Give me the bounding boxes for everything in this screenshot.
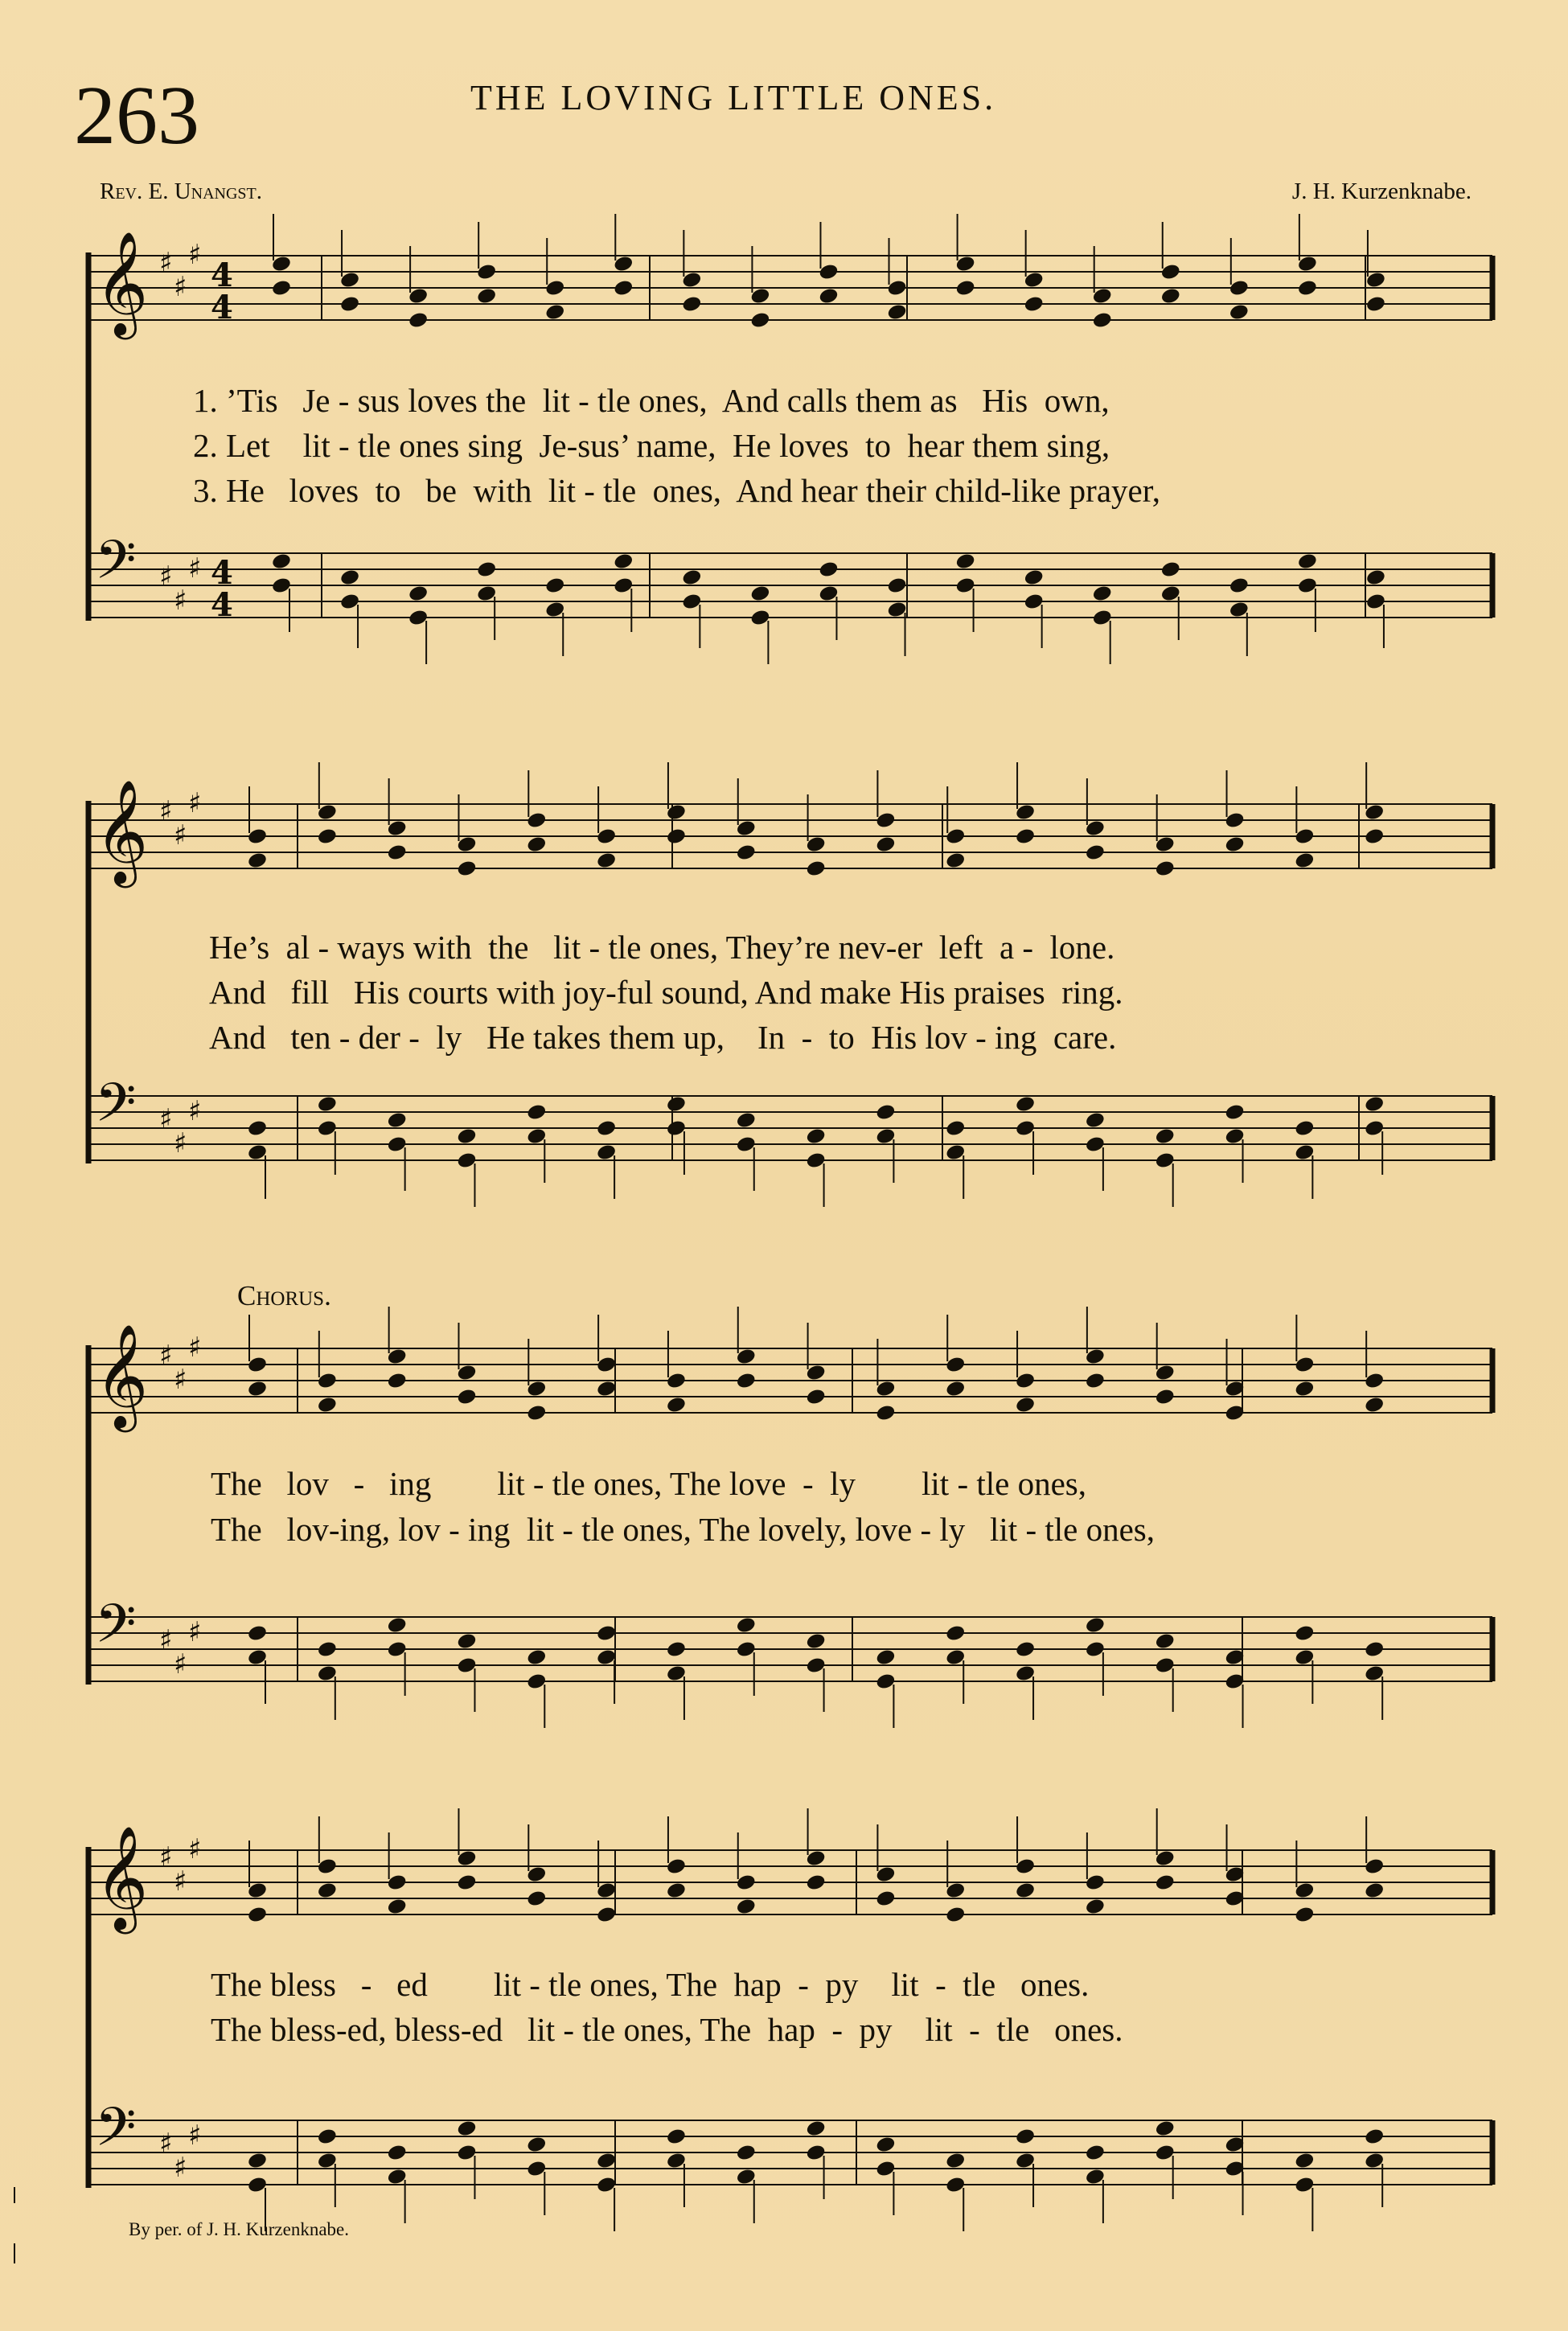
verse-1-line-1: 1. ’Tis Je - sus loves the lit - tle ones, And calls them as His own, [193, 382, 1110, 419]
notehead [271, 552, 292, 571]
permission-note: By per. of J. H. Kurzenknabe. [129, 2219, 350, 2239]
sharp-icon: ♯ [159, 1624, 173, 1656]
clef-icon: 𝄢 [95, 1593, 137, 1668]
notehead [818, 287, 839, 306]
notehead [1294, 1119, 1315, 1138]
notehead [1364, 1882, 1385, 1900]
notehead [1229, 577, 1250, 595]
sharp-icon: ♯ [159, 1103, 173, 1135]
notehead [875, 835, 896, 854]
notehead [544, 303, 565, 322]
sharp-icon: ♯ [159, 1340, 173, 1372]
sharp-icon: ♯ [159, 560, 173, 593]
notehead [1364, 1396, 1385, 1414]
clef-icon: 𝄞 [95, 779, 149, 884]
notehead [476, 287, 497, 306]
notehead [456, 2120, 477, 2138]
notehead [666, 1396, 687, 1414]
notehead [666, 2128, 687, 2146]
clef-icon: 𝄢 [95, 529, 137, 604]
notehead [806, 1388, 827, 1406]
notehead [247, 1380, 268, 1398]
notehead [806, 1873, 827, 1892]
notehead [456, 1127, 477, 1146]
notehead [596, 852, 617, 870]
notehead [526, 1103, 547, 1122]
notehead [1364, 2128, 1385, 2146]
sharp-icon: ♯ [188, 1616, 202, 1648]
notehead [247, 1624, 268, 1643]
notehead [749, 311, 770, 330]
notehead [271, 279, 292, 298]
notehead [945, 1380, 966, 1398]
notehead [1364, 1095, 1385, 1114]
notehead [681, 295, 702, 314]
clef-icon: 𝄞 [95, 231, 149, 335]
verse-2-line-1: 2. Let lit - tle ones sing Je-sus’ name, He loves to hear them sing, [193, 427, 1110, 464]
notehead [317, 1640, 338, 1659]
clef-icon: 𝄞 [95, 1825, 149, 1930]
clef-icon: 𝄢 [95, 2096, 137, 2171]
notehead [387, 1616, 408, 1635]
notehead [456, 1388, 477, 1406]
sharp-icon: ♯ [174, 1865, 187, 1898]
notehead [247, 1906, 268, 1924]
notehead [806, 1127, 827, 1146]
author-credit: Rev. E. Unangst. [100, 179, 263, 204]
notehead [1155, 860, 1176, 878]
notehead [408, 311, 429, 330]
clef-icon: 𝄞 [95, 1323, 149, 1428]
notehead [387, 843, 408, 862]
notehead [806, 1632, 827, 1651]
notehead [596, 1624, 617, 1643]
notehead [1155, 1388, 1176, 1406]
notehead [1229, 303, 1250, 322]
notehead [666, 827, 687, 846]
notehead [1085, 1616, 1106, 1635]
notehead [1364, 1640, 1385, 1659]
notehead [1092, 585, 1113, 603]
notehead [1365, 568, 1386, 587]
notehead [945, 1906, 966, 1924]
notehead [1092, 311, 1113, 330]
notehead [1224, 835, 1245, 854]
sharp-icon: ♯ [159, 795, 173, 827]
verse-1-line-2: He’s al - ways with the lit - tle ones, They’re nev-er left a - lone. [209, 929, 1115, 966]
notehead [1024, 295, 1045, 314]
notehead [247, 852, 268, 870]
notehead [1015, 1882, 1036, 1900]
notehead [875, 1404, 896, 1422]
chorus-line-1-b: The lov-ing, lov - ing lit - tle ones, The lovely, love - ly lit - tle ones, [211, 1511, 1155, 1548]
notehead [736, 843, 757, 862]
notehead [317, 1882, 338, 1900]
notehead [387, 2144, 408, 2162]
notehead [736, 1898, 757, 1916]
notehead [875, 1103, 896, 1122]
notehead [317, 1396, 338, 1414]
notehead [818, 560, 839, 579]
notehead [408, 585, 429, 603]
notehead [596, 1906, 617, 1924]
notehead [945, 1624, 966, 1643]
notehead [945, 1119, 966, 1138]
notehead [736, 1616, 757, 1635]
sharp-icon: ♯ [188, 1332, 202, 1364]
sharp-icon: ♯ [174, 1127, 187, 1159]
sharp-icon: ♯ [188, 2120, 202, 2152]
notehead [1155, 2120, 1176, 2138]
notehead [1024, 568, 1045, 587]
notehead [317, 1095, 338, 1114]
sharp-icon: ♯ [188, 239, 202, 271]
notehead [945, 852, 966, 870]
time-signature-top: 4 [211, 554, 233, 592]
chorus-line-2-a: The bless - ed lit - tle ones, The hap - py lit - tle ones. [211, 1966, 1090, 2003]
notehead [456, 860, 477, 878]
notehead [1160, 560, 1181, 579]
verse-3-line-2: And ten - der - ly He takes them up, In - to His lov - ing care. [209, 1019, 1117, 1056]
notehead [1294, 852, 1315, 870]
notehead [526, 835, 547, 854]
sharp-icon: ♯ [188, 1095, 202, 1127]
sharp-icon: ♯ [174, 1364, 187, 1396]
time-signature-top: 4 [211, 256, 233, 294]
notehead [596, 2152, 617, 2170]
chorus-line-2-b: The bless-ed, bless-ed lit - tle ones, The hap - py lit - tle ones. [211, 2011, 1123, 2048]
sharp-icon: ♯ [174, 585, 187, 617]
notehead [1155, 1873, 1176, 1892]
notehead [456, 1632, 477, 1651]
notehead [1297, 552, 1318, 571]
notehead [1085, 1898, 1106, 1916]
notehead [526, 2136, 547, 2154]
sharp-icon: ♯ [174, 819, 187, 852]
notehead [736, 1111, 757, 1130]
notehead [736, 2144, 757, 2162]
notehead [339, 295, 360, 314]
notehead [1085, 2144, 1106, 2162]
notehead [1085, 1372, 1106, 1390]
notehead [387, 1372, 408, 1390]
notehead [955, 552, 976, 571]
notehead [317, 827, 338, 846]
notehead [736, 1372, 757, 1390]
sharp-icon: ♯ [159, 247, 173, 279]
notehead [317, 2128, 338, 2146]
notehead [1015, 1640, 1036, 1659]
notehead [886, 303, 907, 322]
notehead [526, 1890, 547, 1908]
notehead [526, 1404, 547, 1422]
notehead [1085, 843, 1106, 862]
notehead [1294, 1380, 1315, 1398]
notehead [339, 568, 360, 587]
notehead [875, 2136, 896, 2154]
notehead [875, 1648, 896, 1667]
time-signature-bottom: 4 [211, 289, 233, 326]
notehead [544, 577, 565, 595]
notehead [749, 585, 770, 603]
notehead [1015, 827, 1036, 846]
notehead [666, 1882, 687, 1900]
notehead [596, 1380, 617, 1398]
notehead [806, 860, 827, 878]
chorus-label: Chorus. [237, 1280, 331, 1311]
notehead [1160, 287, 1181, 306]
notehead [1297, 279, 1318, 298]
notehead [875, 1890, 896, 1908]
notehead [1155, 1127, 1176, 1146]
composer-credit: J. H. Kurzenknabe. [1291, 179, 1472, 204]
notehead [1294, 1906, 1315, 1924]
chorus-line-1-a: The lov - ing lit - tle ones, The love - ly lit - tle ones, [211, 1465, 1086, 1502]
notehead [387, 1111, 408, 1130]
notehead [247, 2152, 268, 2170]
notehead [945, 2152, 966, 2170]
sharp-icon: ♯ [159, 1841, 173, 1873]
notehead [666, 1640, 687, 1659]
notehead [1365, 295, 1386, 314]
hymn-number: 263 [74, 69, 199, 162]
sharp-icon: ♯ [159, 2128, 173, 2160]
notehead [681, 568, 702, 587]
notehead [613, 552, 634, 571]
notehead [476, 560, 497, 579]
notehead [1364, 827, 1385, 846]
hymn-title: THE LOVING LITTLE ONES. [470, 78, 997, 117]
notehead [1224, 1103, 1245, 1122]
notehead [1294, 2152, 1315, 2170]
notehead [1015, 1396, 1036, 1414]
clef-icon: 𝄢 [95, 1072, 137, 1147]
verse-3-line-1: 3. He loves to be with lit - tle ones, And hear their child-like prayer, [193, 472, 1160, 509]
sharp-icon: ♯ [188, 552, 202, 585]
notehead [1015, 2128, 1036, 2146]
notehead [247, 1119, 268, 1138]
sharp-icon: ♯ [174, 2152, 187, 2184]
notehead [886, 577, 907, 595]
notehead [387, 1898, 408, 1916]
notehead [596, 1119, 617, 1138]
sharp-icon: ♯ [188, 787, 202, 819]
notehead [526, 1648, 547, 1667]
notehead [456, 1873, 477, 1892]
notehead [1294, 1624, 1315, 1643]
time-signature-bottom: 4 [211, 586, 233, 624]
notehead [955, 279, 976, 298]
sharp-icon: ♯ [174, 271, 187, 303]
sharp-icon: ♯ [174, 1648, 187, 1681]
sharp-icon: ♯ [188, 1833, 202, 1865]
verse-2-line-2: And fill His courts with joy-ful sound, And make His praises ring. [209, 974, 1123, 1011]
notehead [1015, 1095, 1036, 1114]
notehead [666, 1095, 687, 1114]
notehead [1155, 1632, 1176, 1651]
notehead [613, 279, 634, 298]
notehead [1085, 1111, 1106, 1130]
notehead [806, 2120, 827, 2138]
